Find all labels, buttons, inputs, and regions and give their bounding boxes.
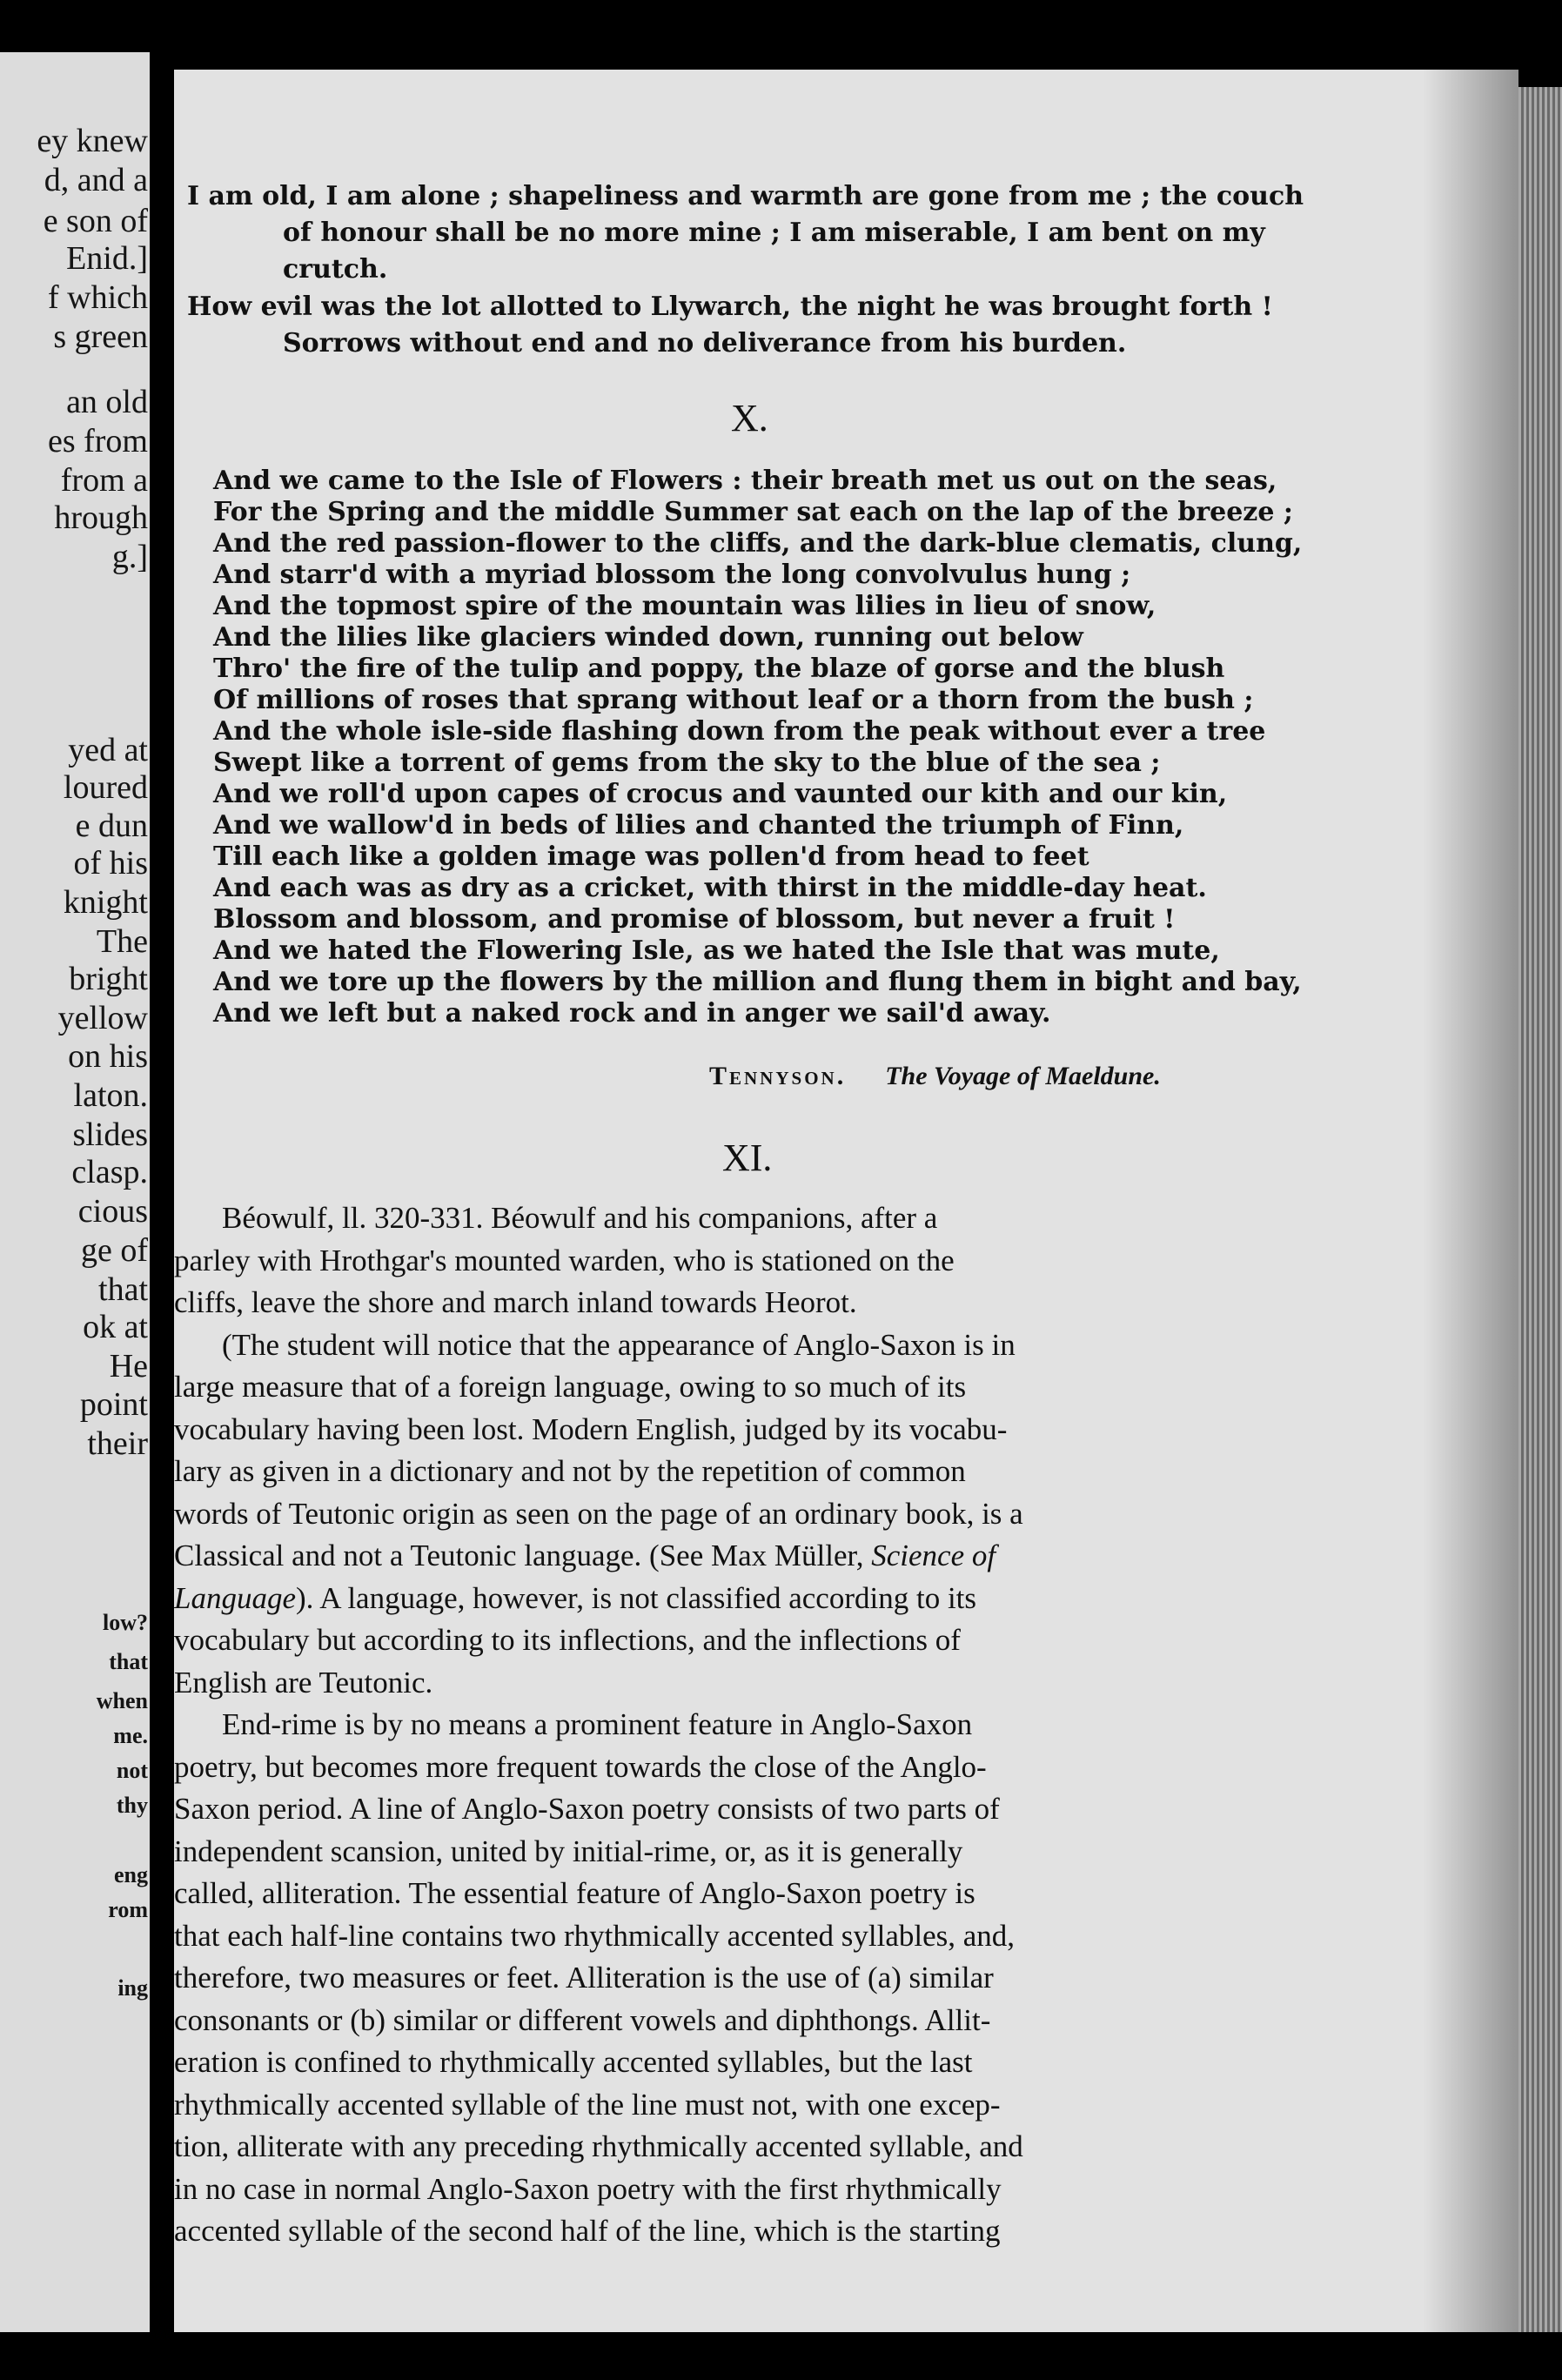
- left-page-line: knight: [63, 884, 148, 921]
- book-title: Science of: [871, 1539, 996, 1572]
- verse-line: How evil was the lot allotted to Llywarch, the night he was brought forth !: [187, 292, 1273, 322]
- left-page-line: f which: [47, 279, 148, 316]
- poem-line: And starr'd with a myriad blossom the long convolvulus hung ;: [213, 560, 1131, 590]
- prose-line: called, alliteration. The essential feature of Anglo-Saxon poetry is: [174, 1876, 975, 1910]
- left-page-line: ing: [117, 1975, 148, 2001]
- left-page-line: g.]: [111, 539, 148, 575]
- left-page-line: not: [116, 1758, 148, 1783]
- left-page-line: e son of: [43, 203, 148, 239]
- left-page-line: thy: [116, 1793, 148, 1818]
- prose-line: rhythmically accented syllable of the line must not, with one excep-: [174, 2087, 1001, 2122]
- left-page-line: low?: [103, 1610, 148, 1635]
- left-page-line: from a: [60, 462, 148, 499]
- left-page-line: bright: [69, 961, 148, 997]
- poem-line: And we hated the Flowering Isle, as we hated the Isle that was mute,: [213, 935, 1220, 966]
- prose-line: Béowulf, ll. 320-331. Béowulf and his companions, after a: [222, 1201, 938, 1235]
- poem-line: And the lilies like glaciers winded down, running out below: [213, 622, 1083, 653]
- prose-line: parley with Hrothgar's mounted warden, who is stationed on the: [174, 1243, 955, 1277]
- poem-line: Thro' the fire of the tulip and poppy, the blaze of gorse and the blush: [213, 654, 1225, 684]
- prose-line: vocabulary but according to its inflections, and the inflections of: [174, 1623, 961, 1657]
- prose-text: ). A language, however, is not classified according to its: [296, 1580, 977, 1615]
- prose-line: lary as given in a dictionary and not by the repetition of common: [174, 1454, 966, 1488]
- verse-line: of honour shall be no more mine ; I am miserable, I am bent on my: [283, 218, 1265, 248]
- poem-line: And we wallow'd in beds of lilies and chanted the triumph of Finn,: [213, 810, 1184, 841]
- poem-line: And each was as dry as a cricket, with thirst in the middle-day heat.: [213, 873, 1207, 903]
- left-page-line: that: [98, 1271, 148, 1308]
- left-page-fragment: [0, 52, 157, 2332]
- left-page-line: rom: [108, 1897, 148, 1922]
- left-page-line: laton.: [73, 1077, 148, 1114]
- left-page-line: yellow: [57, 1000, 148, 1036]
- left-page-line: of his: [73, 845, 148, 882]
- left-page-line: He: [109, 1348, 148, 1384]
- left-page-line: ok at: [83, 1309, 148, 1345]
- verse-line: crutch.: [283, 254, 388, 285]
- prose-line: End-rime is by no means a prominent feature in Anglo-Saxon: [222, 1707, 973, 1741]
- poem-line: And the red passion-flower to the cliffs, and the dark-blue clematis, clung,: [213, 528, 1303, 559]
- prose-line: Saxon period. A line of Anglo-Saxon poetry consists of two parts of: [174, 1792, 1000, 1826]
- left-page-line: point: [79, 1386, 148, 1423]
- left-page-line: slides: [72, 1116, 148, 1153]
- prose-line: independent scansion, united by initial-rime, or, as it is generally: [174, 1834, 963, 1868]
- left-page-line: es from: [47, 423, 148, 459]
- left-page-line: d, and a: [44, 162, 148, 198]
- work-title: The Voyage of Maeldune.: [885, 1062, 1161, 1090]
- poem-line: For the Spring and the middle Summer sat each on the lap of the breeze ;: [213, 497, 1293, 527]
- left-page-line: yed at: [68, 732, 148, 768]
- prose-line: consonants or (b) similar or different vowels and diphthongs. Allit-: [174, 2002, 991, 2037]
- poem-line: And we came to the Isle of Flowers : their breath met us out on the seas,: [213, 466, 1277, 496]
- poem-line: Of millions of roses that sprang without leaf or a thorn from the bush ;: [213, 685, 1254, 715]
- section-numeral: XI.: [722, 1136, 773, 1179]
- left-page-line: an old: [66, 384, 148, 420]
- poem-line: And the whole isle-side flashing down from the peak without ever a tree: [213, 716, 1266, 747]
- prose-line: words of Teutonic origin as seen on the page of an ordinary book, is a: [174, 1496, 1023, 1531]
- left-page-line: s green: [53, 318, 148, 355]
- left-page-line: loured: [63, 769, 148, 806]
- book-title: Language: [174, 1580, 296, 1615]
- left-page-line: on his: [68, 1038, 148, 1075]
- poem-line: Swept like a torrent of gems from the sky to the blue of the sea ;: [213, 748, 1161, 778]
- prose-line: eration is confined to rhythmically accented syllables, but the last: [174, 2045, 973, 2079]
- left-page-line: eng: [114, 1862, 148, 1887]
- author-name: Tennyson.: [709, 1062, 847, 1090]
- poem-line: And we roll'd upon capes of crocus and vaunted our kith and our kin,: [213, 779, 1228, 809]
- left-page-line: ey knew: [37, 123, 148, 159]
- poem-line: Till each like a golden image was pollen'd from head to feet: [213, 841, 1089, 872]
- prose-line: vocabulary having been lost. Modern English, judged by its vocabu-: [174, 1411, 1008, 1446]
- prose-line: [174, 1539, 996, 1573]
- left-page-line: hrough: [54, 499, 148, 536]
- prose-line: therefore, two measures or feet. Alliteration is the use of (a) similar: [174, 1961, 994, 1995]
- page-gutter: [150, 52, 176, 2332]
- left-page-line: when: [96, 1688, 148, 1713]
- section-numeral: X.: [731, 397, 768, 439]
- prose-text: Classical and not a Teutonic language. (See Max Müller,: [174, 1539, 872, 1572]
- prose-line: accented syllable of the second half of the line, which is the starting: [174, 2214, 1001, 2248]
- left-page-line: e dun: [75, 808, 148, 844]
- poem-line: Blossom and blossom, and promise of blossom, but never a fruit !: [213, 904, 1176, 935]
- prose-line: in no case in normal Anglo-Saxon poetry with the first rhythmically: [174, 2171, 1002, 2206]
- poem-line: And we tore up the flowers by the million and flung them in bight and bay,: [213, 967, 1302, 997]
- attribution: [709, 1062, 1161, 1091]
- left-page-line: The: [96, 923, 148, 960]
- prose-line: large measure that of a foreign language, owing to so much of its: [174, 1370, 967, 1404]
- left-page-line: ge of: [80, 1232, 148, 1269]
- left-page-line: their: [87, 1425, 148, 1462]
- left-page-line: clasp.: [71, 1154, 148, 1190]
- poem-line: And we left but a naked rock and in anger we sail'd away.: [213, 998, 1051, 1029]
- left-page-line: cious: [77, 1193, 148, 1230]
- prose-line: English are Teutonic.: [174, 1665, 433, 1700]
- prose-line: [174, 1581, 976, 1616]
- prose-line: that each half-line contains two rhythmically accented syllables, and,: [174, 1918, 1016, 1953]
- main-page: [174, 70, 1518, 2332]
- verse-line: I am old, I am alone ; shapeliness and warmth are gone from me ; the couch: [187, 181, 1304, 211]
- prose-line: (The student will notice that the appearance of Anglo-Saxon is in: [222, 1327, 1016, 1362]
- left-page-line: Enid.]: [66, 240, 148, 277]
- left-page-line: that: [109, 1649, 148, 1674]
- prose-line: tion, alliterate with any preceding rhythmically accented syllable, and: [174, 2129, 1023, 2163]
- prose-line: poetry, but becomes more frequent towards the close of the Anglo-: [174, 1749, 987, 1784]
- poem-line: And the topmost spire of the mountain was lilies in lieu of snow,: [213, 591, 1156, 621]
- prose-line: cliffs, leave the shore and march inland towards Heorot.: [174, 1285, 857, 1319]
- page-edges: [1518, 87, 1562, 2332]
- left-page-line: me.: [113, 1723, 148, 1748]
- verse-line: Sorrows without end and no deliverance from his burden.: [283, 328, 1127, 359]
